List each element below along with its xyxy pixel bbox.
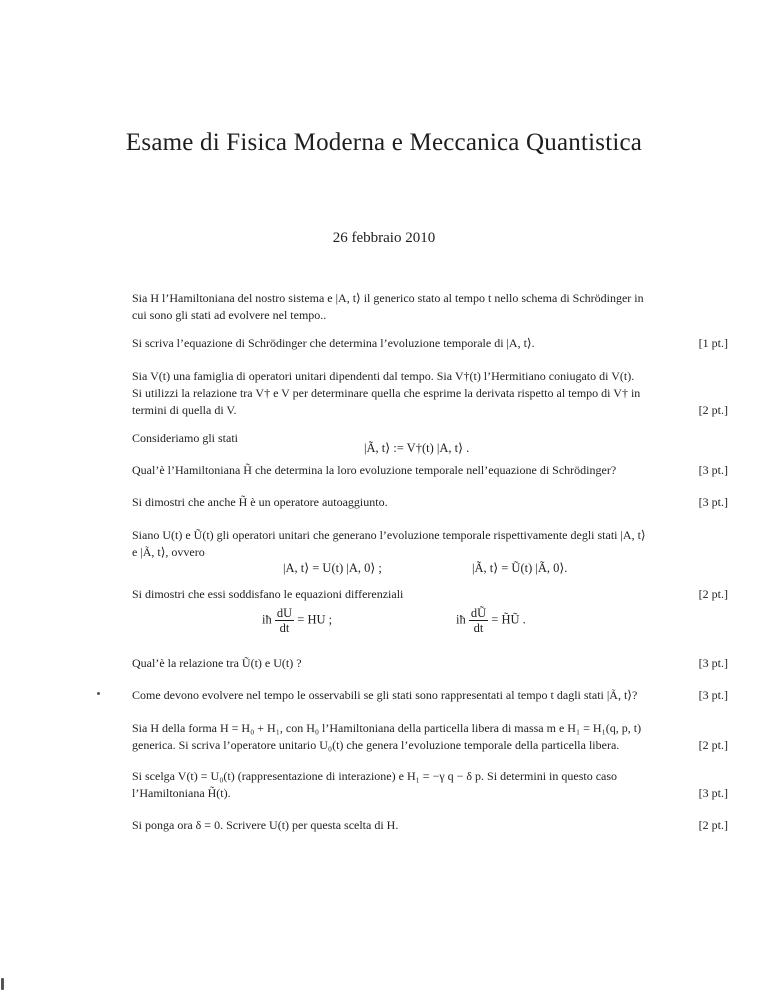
question-5-diffeq-right [456,606,526,635]
diffeq-right-denominator: dt [473,621,484,635]
question-3-text: Qual’è l’Hamiltoniana H̃ che determina la loro evoluzione temporale nell’equazione di Schrödinger? [132,463,617,477]
question-4-points: [3 pt.] [698,495,728,509]
question-8 [132,720,728,754]
question-10 [132,817,728,834]
question-4-text: Si dimostri che anche H̃ è un operatore autoaggiunto. [132,495,388,509]
question-5-text: Si dimostri che essi soddisfano le equazioni differenziali [132,587,404,601]
question-1-points: [1 pt.] [698,336,728,350]
question-6-points: [3 pt.] [698,656,728,670]
question-3-equation: |Ã, t⟩ := V†(t) |A, t⟩ . [364,441,470,455]
question-1-text: Si scriva l’equazione di Schrödinger che determina l’evoluzione temporale di |A, t⟩. [132,336,535,350]
question-9-line-1: Si scelga V(t) = U₀(t) (rappresentazione di interazione) e H₁ = −γ q − δ p. Si determini in questo caso [132,769,618,783]
question-8-line-1: Sia H della forma H = H₀ + H₁, con H₀ l’Hamiltoniana della particella libera di massa m e H₁ = H₁(q, p, t) [132,721,642,735]
diffeq-left-rhs: = HU ; [297,612,333,627]
diffeq-right-numerator: dŨ [470,606,487,620]
question-5-equation-right: |Ã, t⟩ = Ũ(t) |Ã, 0⟩. [472,561,568,575]
question-2-line-3: termini di quella di V. [132,403,237,417]
question-2 [132,368,728,419]
question-1 [132,335,728,352]
scan-speck [1,978,4,990]
question-9-points: [3 pt.] [698,786,728,800]
diffeq-right-prefix: iħ [456,612,466,627]
question-5 [132,586,728,603]
question-2-points: [2 pt.] [698,403,728,417]
scan-speck [97,692,100,695]
diffeq-right-rhs: = H̃Ũ . [491,612,526,627]
question-6 [132,655,728,672]
question-5-diffeq-left [262,606,332,635]
question-3 [132,462,728,479]
question-2-line-1: Sia V(t) una famiglia di operatori unitari dipendenti dal tempo. Sia V†(t) l’Hermitiano coniugato di V(t). [132,369,635,383]
question-4 [132,494,728,511]
diffeq-left-fraction [275,606,294,635]
exam-date: 26 febbraio 2010 [332,230,436,246]
question-5-points: [2 pt.] [698,587,728,601]
diffeq-left-prefix: iħ [262,612,272,627]
question-10-points: [2 pt.] [698,818,728,832]
question-7 [132,687,728,704]
diffeq-right-fraction [469,606,488,635]
question-3-points: [3 pt.] [698,463,728,477]
question-8-points: [2 pt.] [698,738,728,752]
question-5-line-2: e |Ã, t⟩, ovvero [132,545,205,559]
question-8-line-2: generica. Si scriva l’operatore unitario U₀(t) che genera l’evoluzione temporale della particella libera. [132,738,620,752]
diffeq-left-numerator: dU [276,606,293,620]
question-5-line-1: Siano U(t) e Ũ(t) gli operatori unitari che generano l’evoluzione temporale rispettivamente degli stati |A, t⟩ [132,528,646,542]
question-6-text: Qual’è la relazione tra Ũ(t) e U(t) ? [132,656,302,670]
diffeq-left-denominator: dt [279,621,290,635]
intro-paragraph [132,290,728,324]
question-9 [132,768,728,802]
question-5-intro [132,527,728,561]
intro-line-1: Sia H l’Hamiltoniana del nostro sistema e |A, t⟩ il generico stato al tempo t nello schema di Schrödinger in [132,291,644,305]
question-3-intro: Consideriamo gli stati [132,431,238,445]
question-5-equation-left: |A, t⟩ = U(t) |A, 0⟩ ; [283,561,382,575]
question-10-text: Si ponga ora δ = 0. Scrivere U(t) per questa scelta di H. [132,818,399,832]
question-2-line-2: Si utilizzi la relazione tra V† e V per determinare quella che esprime la derivata rispetto al tempo di V† in [132,386,641,400]
question-7-text: Come devono evolvere nel tempo le osservabili se gli stati sono rappresentati al tempo t dagli stati |Ã, t⟩? [132,688,638,702]
question-9-line-2: l’Hamiltoniana H̃(t). [132,786,231,800]
exam-title: Esame di Fisica Moderna e Meccanica Quantistica [125,129,643,156]
intro-line-2: cui sono gli stati ad evolvere nel tempo.. [132,308,327,322]
question-7-points: [3 pt.] [698,688,728,702]
